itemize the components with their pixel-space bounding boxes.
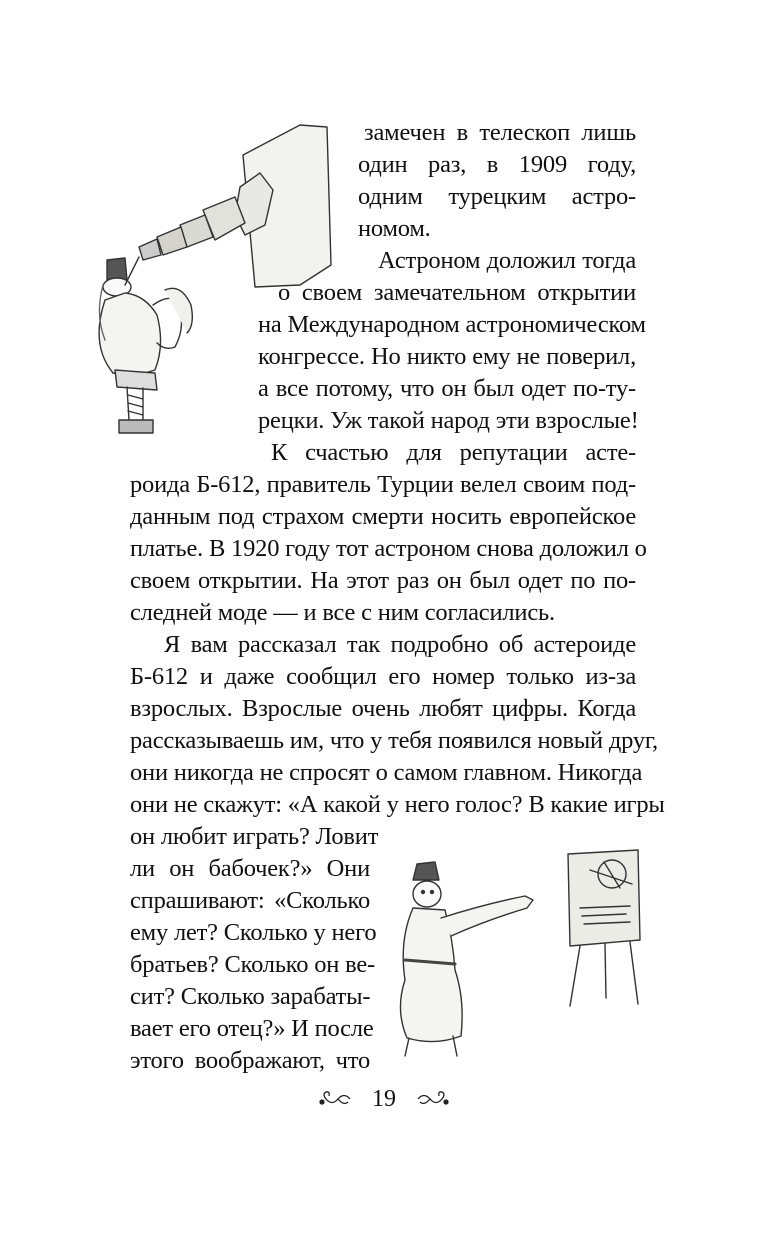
text-line: рассказываешь им, что у тебя появился новый друг, [130,727,658,754]
text-line: Я вам рассказал так подробно об астероиде [164,631,636,658]
page-number: 19 [372,1086,396,1113]
text-line: рецки. Уж такой народ эти взрослые! [258,407,639,434]
text-line: следней моде — и все с ним согласились. [130,599,555,626]
text-line: о своем замечательном открытии [278,279,636,306]
text-line: братьев? Сколько он ве- [130,951,375,978]
left-ornament-icon [318,1088,352,1110]
lecturer-illustration [395,860,555,1060]
text-line: ли он бабочек?» Они [130,855,370,882]
text-line: номом. [358,215,431,242]
text-line: конгрессе. Но никто ему не поверил, [258,343,636,370]
text-line: одним турецким астро- [358,183,636,210]
text-line: Б-612 и даже сообщил его номер только из-за [130,663,636,690]
text-line: замечен в телескоп лишь [364,119,636,146]
text-line: они никогда не спросят о самом главном. Никогда [130,759,643,786]
chalkboard-easel-illustration [560,848,650,1008]
right-ornament-icon [416,1088,450,1110]
text-line: он любит играть? Ловит [130,823,379,850]
text-line: а все потому, что он был одет по-ту- [258,375,636,402]
text-line: ему лет? Сколько у него [130,919,377,946]
text-line: на Международном астрономическом [258,311,646,338]
text-line: К счастью для репутации асте- [271,439,636,466]
text-line: спрашивают: «Сколько [130,887,370,914]
text-line: данным под страхом смерти носить европейское [130,503,636,530]
text-line: взрослых. Взрослые очень любят цифры. Когда [130,695,636,722]
text-line: сит? Сколько зарабаты- [130,983,371,1010]
text-line: роида Б-612, правитель Турции велел своим под- [130,471,636,498]
text-line: своем открытии. На этот раз он был одет по по- [130,567,636,594]
text-line: Астроном доложил тогда [378,247,636,274]
text-line: вает его отец?» И после [130,1015,374,1042]
text-line: они не скажут: «А какой у него голос? В какие игры [130,791,665,818]
text-line: платье. В 1920 году тот астроном снова доложил о [130,535,647,562]
text-line: этого воображают, что [130,1047,370,1074]
text-line: один раз, в 1909 году, [358,151,636,178]
page-footer [0,1083,768,1114]
